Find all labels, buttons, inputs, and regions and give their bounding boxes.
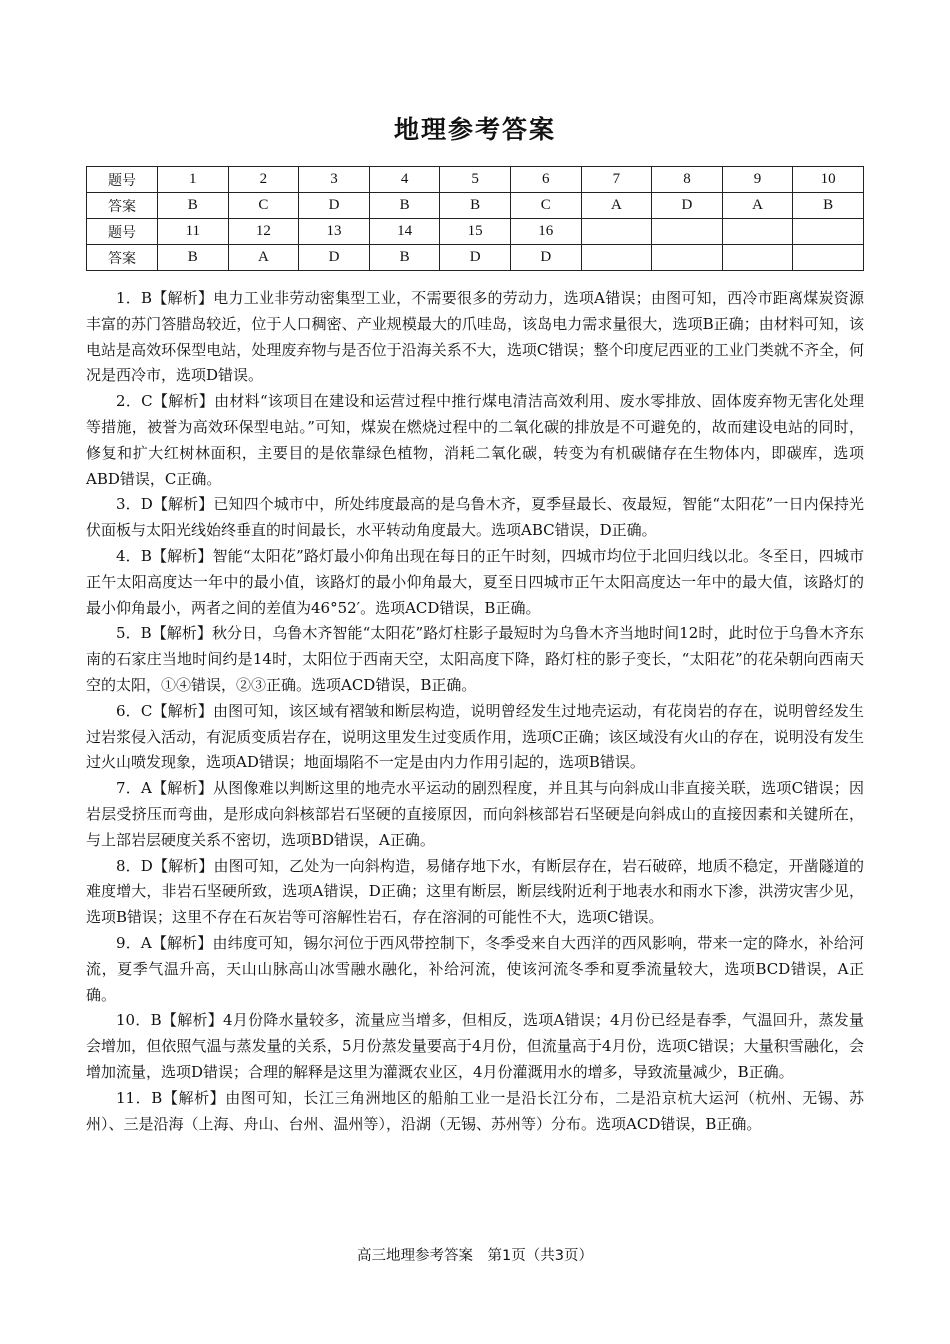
analysis-tag: 【解析】 [161, 1011, 224, 1030]
answer-cell: B [369, 193, 440, 219]
explanation-text: 已知四个城市中，所处纬度最高的是乌鲁木齐，夏季昼最长、夜最短，智能“太阳花”一日内保持光伏面板与太阳光线始终垂直的时间最长，水平转动角度最大。选项ABC错误，D正确。 [86, 495, 864, 540]
answer-cell [652, 219, 723, 245]
explanations-section [86, 286, 864, 1137]
answer-cell: 10 [793, 167, 864, 193]
explanation-item [86, 776, 864, 853]
answer-cell: 11 [158, 219, 229, 245]
answer-cell: 8 [652, 167, 723, 193]
explanation-item [86, 1008, 864, 1085]
question-answer-label: 7．A [116, 779, 152, 798]
answer-cell: D [299, 245, 370, 271]
explanation-item [86, 389, 864, 492]
answer-cell [722, 219, 793, 245]
question-answer-label: 9．A [116, 933, 152, 952]
answer-table-row [87, 167, 864, 193]
answer-table [86, 166, 864, 271]
explanation-item [86, 854, 864, 931]
explanation-item [86, 492, 864, 544]
answer-table-row [87, 193, 864, 219]
answer-cell: B [369, 245, 440, 271]
explanation-text: 智能“太阳花”路灯最小仰角出现在每日的正午时刻，四城市均位于北回归线以北。冬至日，四城市正午太阳高度达一年中的最小值，该路灯的最小仰角最大，夏至日四城市正午太阳高度达一年中的最大值，该路灯的最小仰角最小，两者之间的差值为46°52′。选项ACD错误，B正确。 [86, 546, 864, 617]
answer-cell: A [722, 193, 793, 219]
answer-cell: 13 [299, 219, 370, 245]
answer-cell: 16 [510, 219, 581, 245]
question-answer-label: 2．C [116, 392, 153, 411]
explanation-item [86, 621, 864, 698]
answer-cell: A [581, 193, 652, 219]
answer-cell: D [510, 245, 581, 271]
answer-cell [652, 245, 723, 271]
answer-cell: C [510, 193, 581, 219]
answer-cell: 9 [722, 167, 793, 193]
analysis-tag: 【解析】 [152, 856, 214, 875]
explanation-item [86, 1086, 864, 1138]
explanation-text: 由纬度可知，锡尔河位于西风带控制下，冬季受来自大西洋的西风影响，带来一定的降水，补给河流，夏季气温升高，天山山脉高山冰雪融水融化，补给河流，使该河流冬季和夏季流量较大，选项BCD错误，A正确。 [86, 933, 864, 1004]
answer-cell [793, 245, 864, 271]
row-header: 题号 [87, 219, 158, 245]
explanation-text: 从图像难以判断这里的地壳水平运动的剧烈程度，并且其与向斜成山非直接关联，选项C错误；因岩层受挤压而弯曲，是形成向斜核部岩石坚硬的直接原因，而向斜核部岩石坚硬是向斜成山的直接因素和关键所在，与上部岩层硬度关系不密切，选项BD错误，A正确。 [86, 779, 864, 849]
question-answer-label: 6．C [116, 701, 153, 720]
question-answer-label: 11．B [116, 1088, 163, 1107]
analysis-tag: 【解析】 [151, 779, 213, 798]
question-answer-label: 5．B [116, 624, 152, 643]
explanation-text: 4月份降水量较多，流量应当增多，但相反，选项A错误；4月份已经是春季，气温回升，蒸发量会增加，但依照气温与蒸发量的关系，5月份蒸发量要高于4月份，但流量高于4月份，选项C错误；大量积雪融化，会增加流量，选项D错误；合理的解释是这里为灌溉农业区，4月份灌溉用水的增多，导致流量减少，B正确。 [86, 1011, 864, 1081]
answer-cell: 7 [581, 167, 652, 193]
explanation-text: 秋分日，乌鲁木齐智能“太阳花”路灯柱影子最短时为乌鲁木齐当地时间12时，此时位于乌鲁木齐东南的石家庄当地时间约是14时，太阳位于西南天空，太阳高度下降，路灯柱的影子变长，“太阳花”的花朵朝向西南天空的太阳，①④错误，②③正确。选项ACD错误，B正确。 [86, 624, 864, 694]
row-header: 答案 [87, 245, 158, 271]
answer-cell: 1 [158, 167, 229, 193]
answer-cell [581, 219, 652, 245]
analysis-tag: 【解析】 [151, 933, 213, 952]
question-answer-label: 8．D [116, 856, 153, 875]
explanation-item [86, 699, 864, 776]
explanation-item [86, 931, 864, 1008]
explanation-text: 由材料“该项目在建设和运营过程中推行煤电清洁高效利用、废水零排放、固体废弃物无害化处理等措施，被誉为高效环保型电站。”可知，煤炭在燃烧过程中的二氧化碳的排放是不可避免的，故而建设电站的同时，修复和扩大红树林面积，主要目的是依靠绿色植物，消耗二氧化碳，转变为有机碳储存在生物体内，即碳库，选项ABD错误，C正确。 [86, 392, 864, 488]
answer-table-row [87, 219, 864, 245]
explanation-text: 由图可知，乙处为一向斜构造，易储存地下水，有断层存在，岩石破碎，地质不稳定，开凿隧道的难度增大，非岩石坚硬所致，选项A错误，D正确；这里有断层，断层线附近利于地表水和雨水下渗，洪涝灾害少见，选项B错误；这里不存在石灰岩等可溶解性岩石，存在溶洞的可能性不大，选项C错误。 [86, 856, 864, 927]
answer-cell: B [158, 193, 229, 219]
explanation-text: 电力工业非劳动密集型工业，不需要很多的劳动力，选项A错误；由图可知，西冷市距离煤炭资源丰富的苏门答腊岛较近，位于人口稠密、产业规模最大的爪哇岛，该岛电力需求量很大，选项B正确；由材料可知，该电站是高效环保型电站，处理废弃物与是否位于沿海关系不大，选项C错误；整个印度尼西亚的工业门类就不齐全，何况是西冷市，选项D错误。 [86, 289, 864, 385]
explanation-item [86, 286, 864, 389]
answer-cell: C [228, 193, 299, 219]
explanation-text: 由图可知，长江三角洲地区的船舶工业一是沿长江分布，二是沿京杭大运河（杭州、无锡、苏州）、三是沿海（上海、舟山、台州、温州等），沿湖（无锡、苏州等）分布。选项ACD错误，B正确。 [86, 1088, 864, 1133]
analysis-tag: 【解析】 [151, 624, 212, 643]
explanation-item [86, 544, 864, 621]
row-header: 题号 [87, 167, 158, 193]
page-footer: 高三地理参考答案 第1页（共3页） [357, 1248, 593, 1264]
answer-cell: B [793, 193, 864, 219]
explanation-text: 由图可知，该区域有褶皱和断层构造，说明曾经发生过地壳运动，有花岗岩的存在，说明曾经发生过岩浆侵入活动，有泥质变质岩存在，说明这里发生过变质作用，选项C正确；该区域没有火山的存在，说明没有发生过火山喷发现象，选项AD错误；地面塌陷不一定是由内力作用引起的，选项B错误。 [86, 701, 864, 772]
answer-cell: 6 [510, 167, 581, 193]
answer-cell: 3 [299, 167, 370, 193]
answer-cell: 5 [440, 167, 511, 193]
page-title: 地理参考答案 [393, 115, 556, 144]
question-answer-label: 3．D [116, 495, 153, 514]
answer-cell: 12 [228, 219, 299, 245]
answer-cell: B [158, 245, 229, 271]
analysis-tag: 【解析】 [162, 1088, 226, 1107]
answer-table-row [87, 245, 864, 271]
question-answer-label: 4．B [116, 546, 152, 565]
analysis-tag: 【解析】 [152, 392, 215, 411]
answer-cell: A [228, 245, 299, 271]
analysis-tag: 【解析】 [152, 701, 214, 720]
analysis-tag: 【解析】 [152, 495, 214, 514]
answer-cell [793, 219, 864, 245]
question-answer-label: 10．B [116, 1011, 162, 1030]
answer-cell: B [440, 193, 511, 219]
answer-cell: 4 [369, 167, 440, 193]
answer-cell [581, 245, 652, 271]
answer-cell [722, 245, 793, 271]
row-header: 答案 [87, 193, 158, 219]
answer-cell: D [440, 245, 511, 271]
analysis-tag: 【解析】 [151, 546, 213, 565]
answer-cell: D [299, 193, 370, 219]
answer-cell: 2 [228, 167, 299, 193]
question-answer-label: 1．B [116, 289, 153, 307]
analysis-tag: 【解析】 [152, 289, 214, 307]
answer-cell: 15 [440, 219, 511, 245]
answer-cell: D [652, 193, 723, 219]
answer-cell: 14 [369, 219, 440, 245]
